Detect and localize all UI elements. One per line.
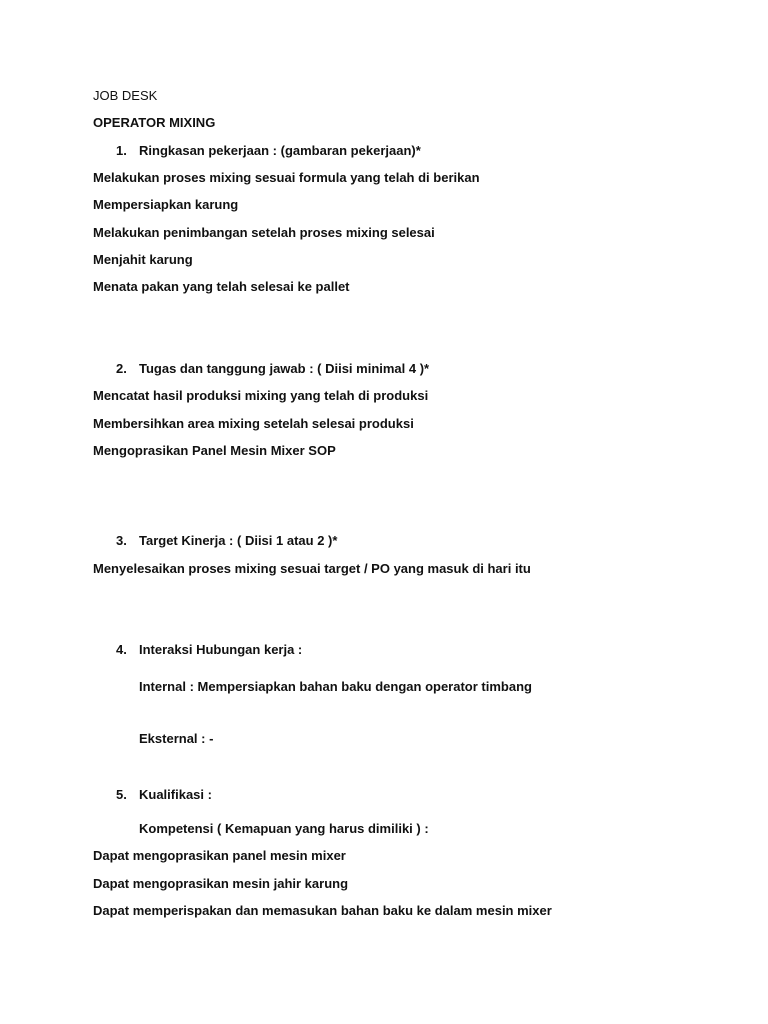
section-2-item: Mengoprasikan Panel Mesin Mixer SOP: [93, 443, 336, 458]
section-5-subheading: Kompetensi ( Kemapuan yang harus dimiliki ) :: [139, 821, 429, 836]
section-4-internal: Internal : Mempersiapkan bahan baku dengan operator timbang: [139, 679, 532, 694]
section-2-number: 2.: [116, 361, 127, 376]
section-2-item: Membersihkan area mixing setelah selesai produksi: [93, 416, 414, 431]
section-5-item: Dapat memperispakan dan memasukan bahan baku ke dalam mesin mixer: [93, 903, 552, 918]
section-1-item: Menjahit karung: [93, 252, 193, 267]
section-1-item: Melakukan penimbangan setelah proses mixing selesai: [93, 225, 435, 240]
section-5-heading: Kualifikasi :: [139, 787, 212, 802]
section-1-number: 1.: [116, 143, 127, 158]
section-3-number: 3.: [116, 533, 127, 548]
section-1-heading: Ringkasan pekerjaan : (gambaran pekerjaan)*: [139, 143, 421, 158]
section-3-item: Menyelesaikan proses mixing sesuai target / PO yang masuk di hari itu: [93, 561, 531, 576]
section-3-heading: Target Kinerja : ( Diisi 1 atau 2 )*: [139, 533, 338, 548]
section-2-item: Mencatat hasil produksi mixing yang telah di produksi: [93, 388, 429, 403]
section-5-item: Dapat mengoprasikan panel mesin mixer: [93, 848, 346, 863]
position-title: OPERATOR MIXING: [93, 115, 216, 130]
section-5-number: 5.: [116, 787, 127, 802]
section-4-external: Eksternal : -: [139, 731, 214, 746]
section-1-item: Mempersiapkan karung: [93, 197, 239, 212]
section-5-item: Dapat mengoprasikan mesin jahir karung: [93, 876, 349, 891]
section-1-item: Menata pakan yang telah selesai ke pallet: [93, 279, 350, 294]
section-2-heading: Tugas dan tanggung jawab : ( Diisi minimal 4 )*: [139, 361, 430, 376]
section-4-heading: Interaksi Hubungan kerja :: [139, 642, 303, 657]
section-1-item: Melakukan proses mixing sesuai formula yang telah di berikan: [93, 170, 480, 185]
section-4-number: 4.: [116, 642, 127, 657]
document-title: JOB DESK: [93, 88, 158, 103]
